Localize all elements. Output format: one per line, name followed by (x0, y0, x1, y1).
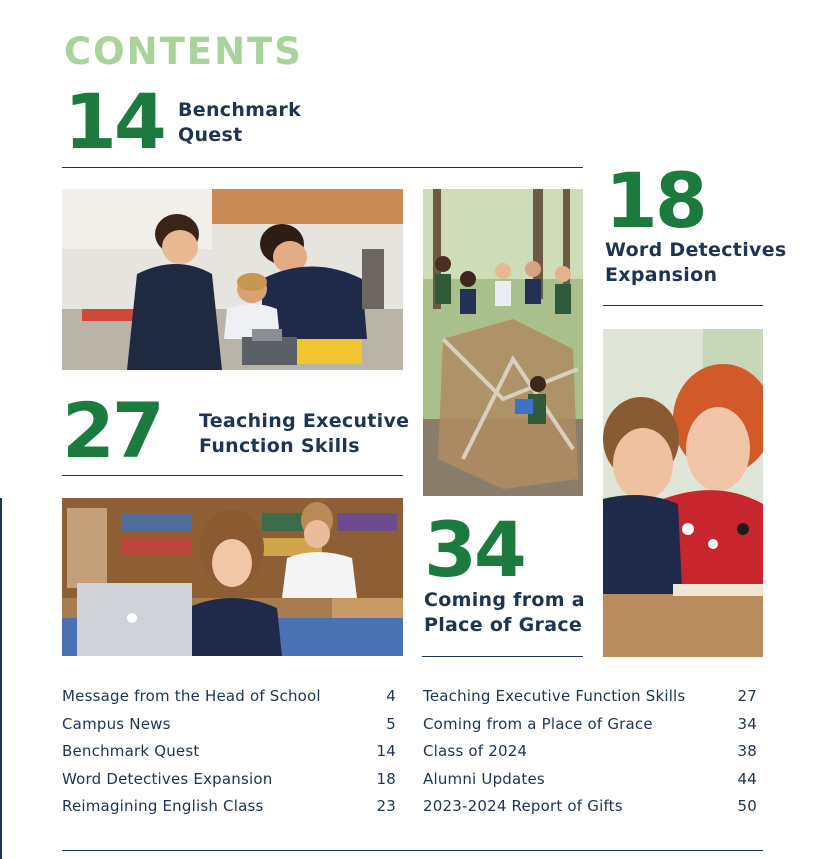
toc-entry-title: Coming from a Place of Grace (423, 715, 653, 733)
toc-entry-title: 2023-2024 Report of Gifts (423, 797, 623, 815)
toc-entry[interactable] (423, 797, 757, 817)
feature-title-line: Place of Grace (424, 614, 583, 636)
toc-entry[interactable] (62, 715, 396, 735)
feature-title-line: Quest (178, 124, 243, 146)
feature-title-line: Function Skills (199, 435, 360, 457)
toc-entry-page: 5 (386, 715, 396, 733)
toc-entry-page: 23 (376, 797, 396, 815)
feature-number-27: 27 (62, 386, 162, 475)
feature-number-18: 18 (605, 156, 705, 245)
feature-title-benchmark-quest[interactable] (178, 98, 301, 148)
toc-entry[interactable] (423, 770, 757, 790)
feature-title-line: Expansion (605, 264, 718, 286)
contents-heading: CONTENTS (64, 30, 303, 73)
toc-entry-title: Campus News (62, 715, 171, 733)
feature-title-line: Teaching Executive (199, 410, 410, 432)
divider-rule (422, 656, 583, 657)
toc-entry[interactable] (62, 742, 396, 762)
toc-entry-page: 38 (737, 742, 757, 760)
toc-entry-title: Message from the Head of School (62, 687, 321, 705)
photo-library-laptop (62, 498, 403, 656)
feature-title-place-of-grace[interactable] (424, 588, 585, 638)
toc-entry[interactable] (423, 742, 757, 762)
toc-entry[interactable] (423, 687, 757, 707)
feature-title-line: Benchmark (178, 99, 302, 121)
feature-title-executive-function[interactable] (199, 409, 409, 459)
toc-entry-title: Word Detectives Expansion (62, 770, 273, 788)
feature-title-line: Word Detectives (605, 239, 787, 261)
divider-rule (62, 167, 583, 168)
photo-teacher-reading (603, 329, 763, 657)
toc-entry-page: 44 (737, 770, 757, 788)
feature-number-14: 14 (64, 77, 164, 166)
toc-entry-title: Benchmark Quest (62, 742, 200, 760)
feature-number-34: 34 (424, 505, 524, 594)
toc-entry-page: 27 (737, 687, 757, 705)
toc-entry[interactable] (62, 770, 396, 790)
feature-title-line: Coming from a (424, 589, 585, 611)
side-accent-bar (0, 498, 2, 859)
toc-entry-page: 18 (376, 770, 396, 788)
toc-entry-page: 34 (737, 715, 757, 733)
toc-entry-page: 50 (737, 797, 757, 815)
photo-robotics-students (62, 189, 403, 370)
toc-entry-title: Class of 2024 (423, 742, 528, 760)
toc-entry-title: Reimagining English Class (62, 797, 264, 815)
toc-entry[interactable] (423, 715, 757, 735)
divider-rule (62, 475, 403, 476)
photo-playground-students (423, 189, 583, 496)
toc-entry-title: Alumni Updates (423, 770, 545, 788)
toc-entry-page: 14 (376, 742, 396, 760)
feature-title-word-detectives[interactable] (605, 238, 786, 288)
bottom-divider-rule (62, 850, 763, 851)
toc-entry-page: 4 (386, 687, 396, 705)
toc-entry[interactable] (62, 687, 396, 707)
toc-entry[interactable] (62, 797, 396, 817)
divider-rule (603, 305, 763, 306)
toc-entry-title: Teaching Executive Function Skills (423, 687, 686, 705)
